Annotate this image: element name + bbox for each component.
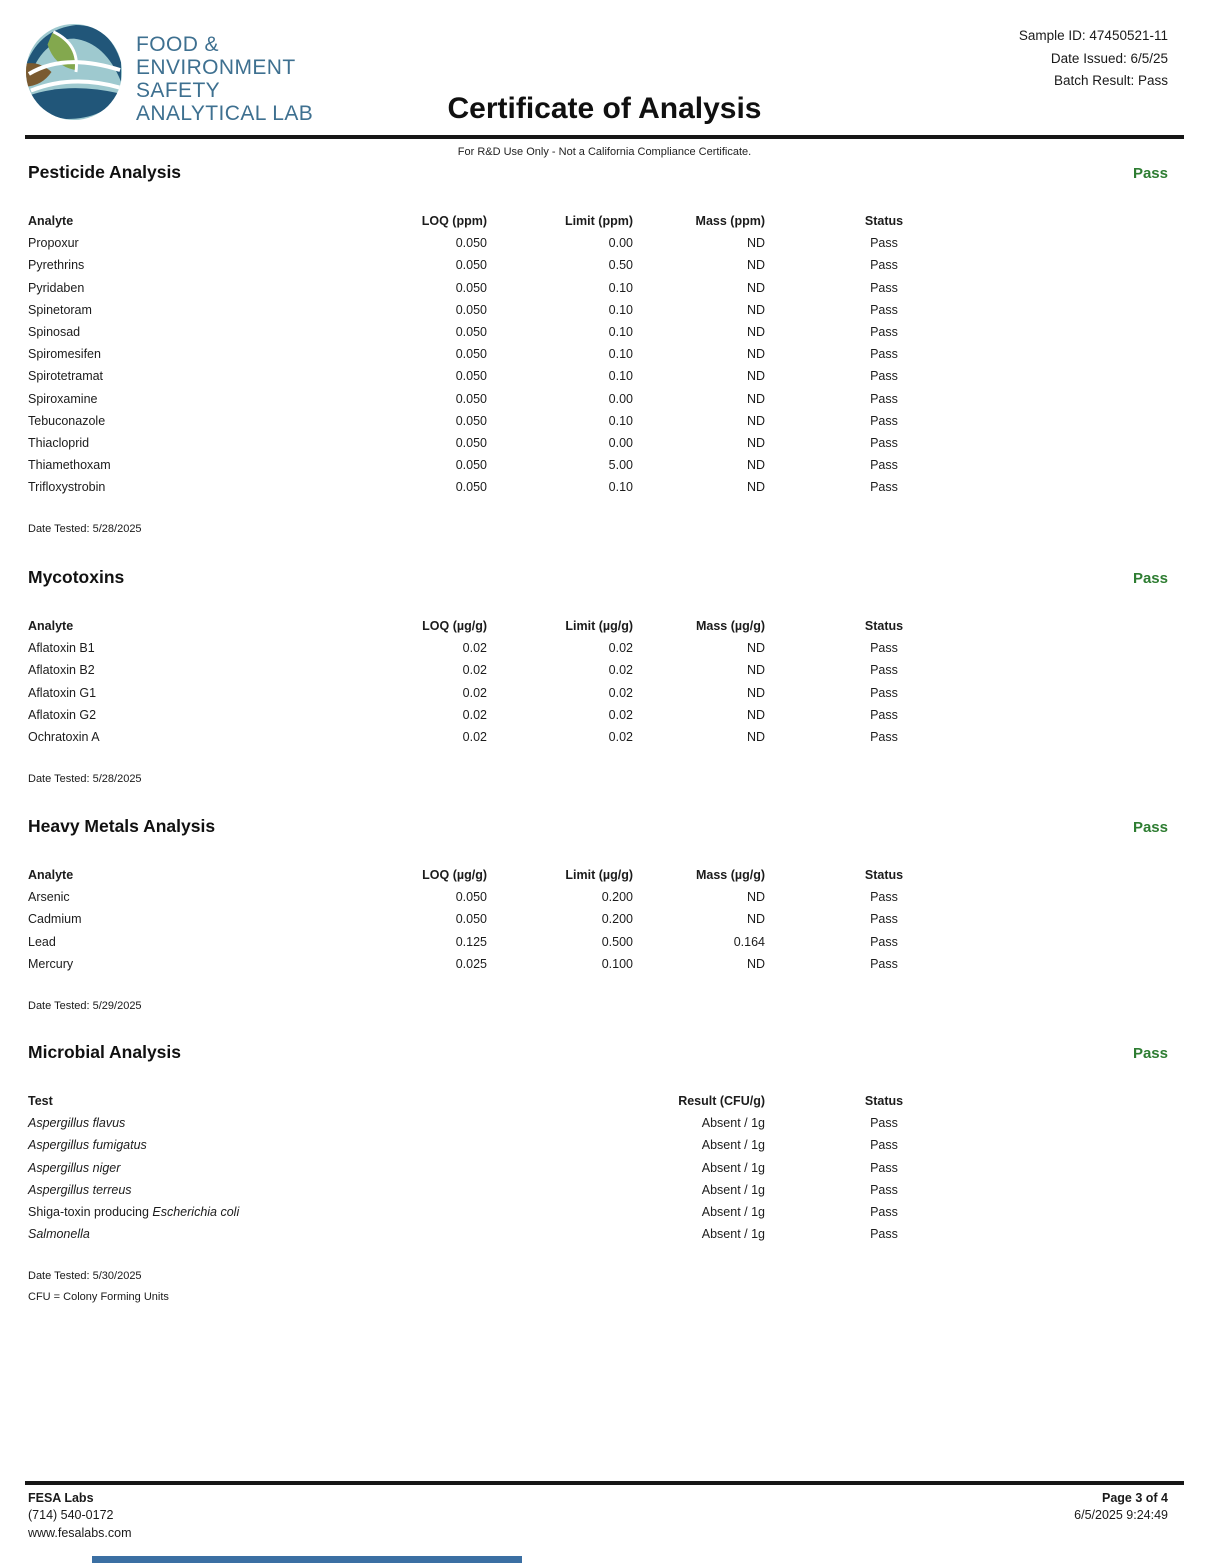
column-header: Analyte bbox=[28, 214, 74, 229]
column-header: Analyte bbox=[28, 619, 74, 634]
cell-test: Aspergillus fumigatus bbox=[28, 1138, 147, 1153]
cell-status: Pass bbox=[870, 685, 898, 700]
cell-analyte: Pyrethrins bbox=[28, 258, 85, 273]
cell-value: 0.100 bbox=[601, 956, 633, 971]
cell-status: Pass bbox=[870, 258, 898, 273]
section-title: Heavy Metals Analysis bbox=[28, 816, 216, 836]
cell-result: Absent / 1g bbox=[701, 1205, 765, 1220]
section-status-badge: Pass bbox=[1132, 570, 1168, 587]
cell-value: 0.00 bbox=[608, 236, 633, 251]
cell-value: 0.02 bbox=[462, 707, 487, 722]
cell-result: Absent / 1g bbox=[701, 1160, 765, 1175]
section-heavy-metals bbox=[28, 816, 1168, 1012]
cell-analyte: Spirotetramat bbox=[28, 369, 104, 384]
cell-value: ND bbox=[746, 236, 765, 251]
cell-value: 0.200 bbox=[601, 912, 633, 927]
cell-value: 0.02 bbox=[608, 685, 633, 700]
cell-value: 0.050 bbox=[455, 912, 487, 927]
column-header: Mass (µg/g) bbox=[695, 619, 765, 634]
results-table bbox=[28, 615, 1168, 748]
cell-value: 0.500 bbox=[601, 934, 633, 949]
table-row bbox=[28, 931, 1168, 953]
cell-analyte: Lead bbox=[28, 934, 56, 949]
column-header: Status bbox=[864, 214, 904, 229]
column-header: Analyte bbox=[28, 868, 74, 883]
table-header-row bbox=[28, 864, 1168, 886]
cell-analyte: Spiromesifen bbox=[28, 347, 101, 362]
disclaimer-text: For R&D Use Only - Not a California Compliance Certificate. bbox=[457, 146, 752, 158]
table-header-row bbox=[28, 615, 1168, 637]
section-title: Microbial Analysis bbox=[28, 1042, 182, 1062]
cell-test: Shiga-toxin producing Escherichia coli bbox=[28, 1205, 240, 1220]
cell-value: 0.02 bbox=[608, 707, 633, 722]
cell-value: 0.050 bbox=[455, 391, 487, 406]
table-row bbox=[28, 704, 1168, 726]
table-row bbox=[28, 1157, 1168, 1179]
results-table bbox=[28, 864, 1168, 975]
table-row bbox=[28, 454, 1168, 476]
cell-value: ND bbox=[746, 369, 765, 384]
cell-value: 0.10 bbox=[608, 369, 633, 384]
table-row bbox=[28, 321, 1168, 343]
section-status-badge: Pass bbox=[1132, 1045, 1168, 1062]
cell-value: 0.50 bbox=[608, 258, 633, 273]
cell-value: 0.02 bbox=[608, 730, 633, 745]
cell-analyte: Propoxur bbox=[28, 236, 79, 251]
table-row bbox=[28, 637, 1168, 659]
cell-value: 0.050 bbox=[455, 890, 487, 905]
table-row bbox=[28, 953, 1168, 975]
cell-status: Pass bbox=[870, 1205, 898, 1220]
cell-value: 0.02 bbox=[462, 663, 487, 678]
cell-analyte: Cadmium bbox=[28, 912, 82, 927]
logo-line-3: SAFETY bbox=[136, 79, 221, 102]
footer-lab-name: FESA Labs bbox=[28, 1491, 94, 1505]
table-row bbox=[28, 659, 1168, 681]
cell-analyte: Aflatoxin B2 bbox=[28, 663, 95, 678]
cell-value: ND bbox=[746, 890, 765, 905]
column-header: Test bbox=[28, 1094, 53, 1109]
section-status-badge: Pass bbox=[1132, 165, 1168, 182]
footer-phone: (714) 540-0172 bbox=[28, 1508, 114, 1523]
cell-value: 0.050 bbox=[455, 480, 487, 495]
cell-value: 0.050 bbox=[455, 258, 487, 273]
cell-value: 0.10 bbox=[608, 325, 633, 340]
table-row bbox=[28, 1179, 1168, 1201]
date-tested: Date Tested: 5/28/2025 bbox=[28, 773, 142, 786]
table-row bbox=[28, 1201, 1168, 1223]
cell-status: Pass bbox=[870, 663, 898, 678]
cell-value: 0.10 bbox=[608, 347, 633, 362]
column-header: Mass (ppm) bbox=[695, 214, 765, 229]
cell-status: Pass bbox=[870, 369, 898, 384]
cell-value: ND bbox=[746, 302, 765, 317]
cell-value: ND bbox=[746, 258, 765, 273]
cell-value: 0.02 bbox=[608, 641, 633, 656]
cell-analyte: Spiroxamine bbox=[28, 391, 98, 406]
footer-divider bbox=[25, 1481, 1184, 1485]
cell-value: 0.02 bbox=[462, 730, 487, 745]
cell-status: Pass bbox=[870, 435, 898, 450]
column-header: LOQ (µg/g) bbox=[422, 868, 487, 883]
cell-value: ND bbox=[746, 685, 765, 700]
cell-status: Pass bbox=[870, 730, 898, 745]
cell-value: 0.050 bbox=[455, 369, 487, 384]
table-row bbox=[28, 726, 1168, 748]
cell-value: 0.200 bbox=[601, 890, 633, 905]
footer-page-number: Page 3 of 4 bbox=[1102, 1491, 1168, 1505]
cell-value: 0.164 bbox=[733, 934, 765, 949]
cell-value: ND bbox=[746, 325, 765, 340]
cell-value: 0.02 bbox=[462, 641, 487, 656]
cell-analyte: Tebuconazole bbox=[28, 413, 106, 428]
cell-test: Aspergillus flavus bbox=[28, 1116, 126, 1131]
column-header: Limit (µg/g) bbox=[565, 619, 633, 634]
cell-value: ND bbox=[746, 912, 765, 927]
cell-analyte: Thiacloprid bbox=[28, 435, 90, 450]
cell-analyte: Aflatoxin G1 bbox=[28, 685, 97, 700]
cell-value: 0.10 bbox=[608, 280, 633, 295]
cell-value: ND bbox=[746, 730, 765, 745]
column-header: Limit (ppm) bbox=[564, 214, 633, 229]
column-header: Status bbox=[864, 1094, 904, 1109]
cell-status: Pass bbox=[870, 1138, 898, 1153]
column-header: Mass (µg/g) bbox=[695, 868, 765, 883]
logo-line-1: FOOD & bbox=[136, 33, 219, 56]
cell-value: 0.050 bbox=[455, 435, 487, 450]
cell-status: Pass bbox=[870, 1160, 898, 1175]
cell-result: Absent / 1g bbox=[701, 1116, 765, 1131]
table-row bbox=[28, 886, 1168, 908]
cell-value: 0.10 bbox=[608, 413, 633, 428]
bottom-blue-bar bbox=[92, 1556, 522, 1563]
cell-status: Pass bbox=[870, 280, 898, 295]
date-tested: Date Tested: 5/28/2025 bbox=[28, 523, 142, 536]
cell-value: ND bbox=[746, 347, 765, 362]
date-tested: Date Tested: 5/30/2025 bbox=[28, 1270, 142, 1283]
cell-value: ND bbox=[746, 280, 765, 295]
table-row bbox=[28, 410, 1168, 432]
cell-value: 0.050 bbox=[455, 280, 487, 295]
cell-value: 0.050 bbox=[455, 325, 487, 340]
cell-analyte: Mercury bbox=[28, 956, 74, 971]
cell-analyte: Spinosad bbox=[28, 325, 81, 340]
table-row bbox=[28, 254, 1168, 276]
cell-analyte: Ochratoxin A bbox=[28, 730, 100, 745]
section-status-badge: Pass bbox=[1132, 819, 1168, 836]
cell-value: ND bbox=[746, 707, 765, 722]
cell-value: 0.02 bbox=[462, 685, 487, 700]
cell-status: Pass bbox=[870, 912, 898, 927]
table-row bbox=[28, 432, 1168, 454]
column-header: Result (CFU/g) bbox=[678, 1094, 765, 1109]
cell-status: Pass bbox=[870, 413, 898, 428]
table-row bbox=[28, 343, 1168, 365]
cell-status: Pass bbox=[870, 325, 898, 340]
cell-status: Pass bbox=[870, 641, 898, 656]
column-header: Status bbox=[864, 868, 904, 883]
cell-value: ND bbox=[746, 663, 765, 678]
footer-website: www.fesalabs.com bbox=[28, 1525, 132, 1540]
table-header-row bbox=[28, 1090, 1168, 1112]
table-row bbox=[28, 476, 1168, 498]
cell-status: Pass bbox=[870, 391, 898, 406]
column-header: LOQ (µg/g) bbox=[422, 619, 487, 634]
cell-status: Pass bbox=[870, 236, 898, 251]
cell-value: ND bbox=[746, 435, 765, 450]
table-row bbox=[28, 232, 1168, 254]
cell-value: 5.00 bbox=[608, 458, 633, 473]
table-header-row bbox=[28, 210, 1168, 232]
table-row bbox=[28, 908, 1168, 930]
table-row bbox=[28, 388, 1168, 410]
cell-value: 0.10 bbox=[608, 480, 633, 495]
cell-result: Absent / 1g bbox=[701, 1227, 765, 1242]
cell-status: Pass bbox=[870, 347, 898, 362]
cell-value: 0.00 bbox=[608, 391, 633, 406]
footer-page-info bbox=[1074, 1490, 1168, 1525]
table-row bbox=[28, 1134, 1168, 1156]
cell-value: 0.00 bbox=[608, 435, 633, 450]
section-pesticide bbox=[28, 162, 1168, 535]
cell-analyte: Thiamethoxam bbox=[28, 458, 111, 473]
cell-analyte: Spinetoram bbox=[28, 302, 92, 317]
table-row bbox=[28, 1223, 1168, 1245]
cell-value: ND bbox=[746, 413, 765, 428]
table-row bbox=[28, 682, 1168, 704]
cell-analyte: Aflatoxin G2 bbox=[28, 707, 97, 722]
cell-status: Pass bbox=[870, 956, 898, 971]
cell-status: Pass bbox=[870, 890, 898, 905]
footer-lab-info bbox=[28, 1490, 132, 1542]
cell-test: Salmonella bbox=[28, 1227, 90, 1242]
date-issued: Date Issued: 6/5/25 bbox=[1050, 50, 1168, 66]
cfu-note: CFU = Colony Forming Units bbox=[28, 1291, 169, 1304]
cell-test: Aspergillus terreus bbox=[28, 1182, 132, 1197]
section-header bbox=[28, 162, 1168, 183]
cell-value: 0.025 bbox=[455, 956, 487, 971]
cell-value: 0.050 bbox=[455, 458, 487, 473]
results-table bbox=[28, 210, 1168, 498]
cell-value: ND bbox=[746, 458, 765, 473]
cell-value: ND bbox=[746, 641, 765, 656]
section-title: Mycotoxins bbox=[28, 567, 125, 587]
cell-value: 0.125 bbox=[455, 934, 487, 949]
table-row bbox=[28, 299, 1168, 321]
cell-value: 0.050 bbox=[455, 302, 487, 317]
cell-status: Pass bbox=[870, 707, 898, 722]
section-header bbox=[28, 816, 1168, 837]
cell-analyte: Pyridaben bbox=[28, 280, 85, 295]
cell-value: 0.050 bbox=[455, 347, 487, 362]
table-row bbox=[28, 277, 1168, 299]
sample-id: Sample ID: 47450521-11 bbox=[1018, 28, 1168, 43]
cell-result: Absent / 1g bbox=[701, 1138, 765, 1153]
date-tested: Date Tested: 5/29/2025 bbox=[28, 999, 142, 1012]
cell-analyte: Arsenic bbox=[28, 890, 70, 905]
cell-analyte: Aflatoxin B1 bbox=[28, 641, 95, 656]
page-title: Certificate of Analysis bbox=[447, 92, 762, 125]
cell-value: 0.10 bbox=[608, 302, 633, 317]
cell-test: Aspergillus niger bbox=[28, 1160, 121, 1175]
section-mycotoxins bbox=[28, 567, 1168, 785]
column-header: Status bbox=[864, 619, 904, 634]
section-title: Pesticide Analysis bbox=[28, 162, 182, 182]
footer-datetime: 6/5/2025 9:24:49 bbox=[1074, 1508, 1168, 1523]
cell-status: Pass bbox=[870, 458, 898, 473]
section-header bbox=[28, 1042, 1168, 1063]
cell-status: Pass bbox=[870, 1182, 898, 1197]
cell-status: Pass bbox=[870, 1227, 898, 1242]
table-row bbox=[28, 365, 1168, 387]
cell-analyte: Trifloxystrobin bbox=[28, 480, 106, 495]
section-header bbox=[28, 567, 1168, 588]
cell-status: Pass bbox=[870, 1116, 898, 1131]
cell-result: Absent / 1g bbox=[701, 1182, 765, 1197]
cell-value: 0.050 bbox=[455, 236, 487, 251]
cell-value: 0.02 bbox=[608, 663, 633, 678]
cell-value: ND bbox=[746, 480, 765, 495]
cell-status: Pass bbox=[870, 934, 898, 949]
column-header: LOQ (ppm) bbox=[421, 214, 487, 229]
table-row bbox=[28, 1112, 1168, 1134]
cell-value: 0.050 bbox=[455, 413, 487, 428]
column-header: Limit (µg/g) bbox=[565, 868, 633, 883]
cell-value: ND bbox=[746, 956, 765, 971]
logo-line-4: ANALYTICAL LAB bbox=[136, 102, 314, 125]
cell-status: Pass bbox=[870, 480, 898, 495]
cell-value: ND bbox=[746, 391, 765, 406]
results-table bbox=[28, 1090, 1168, 1245]
section-microbial bbox=[28, 1042, 1168, 1303]
cell-status: Pass bbox=[870, 302, 898, 317]
logo-line-2: ENVIRONMENT bbox=[136, 56, 296, 79]
batch-result: Batch Result: Pass bbox=[1053, 73, 1168, 88]
